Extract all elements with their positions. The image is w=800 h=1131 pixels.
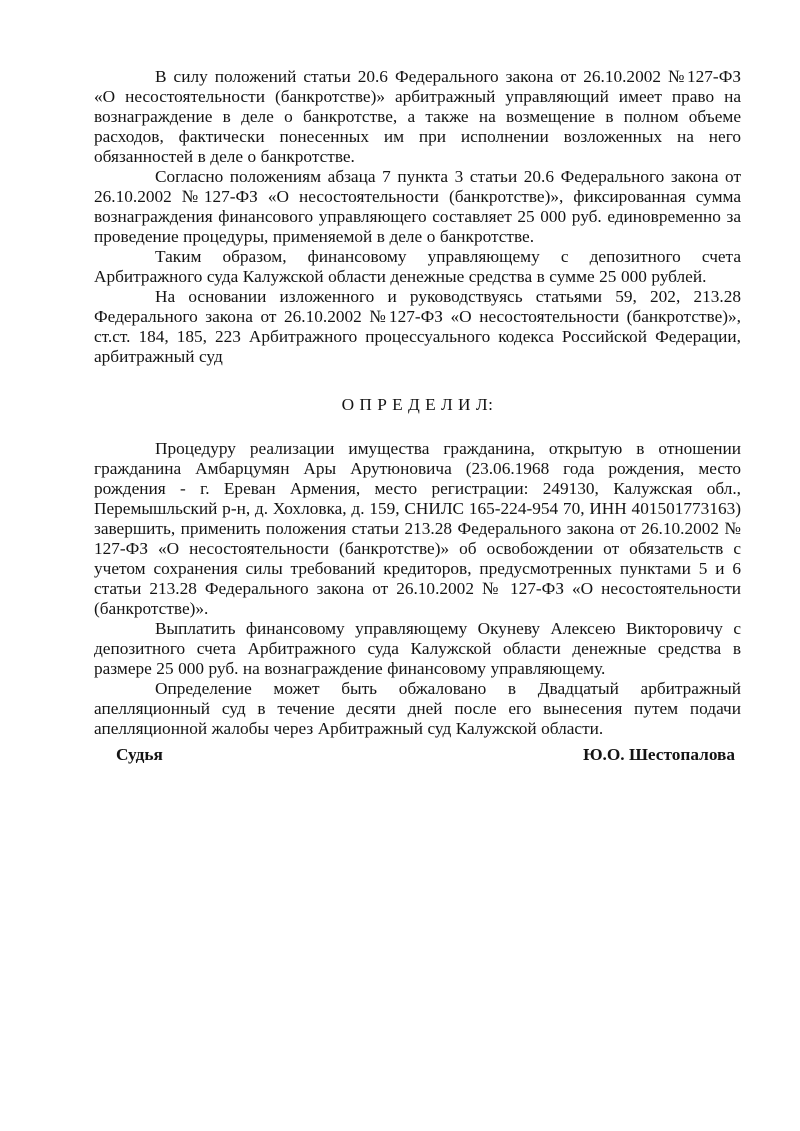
signature-row <box>94 745 741 765</box>
paragraph-deposit-funds: Таким образом, финансовому управляющему с депозитного счета Арбитражного суда Калужской области денежные средства в сумме 25 000 рублей. <box>94 247 741 286</box>
paragraph-fixed-fee-amount: Согласно положениям абзаца 7 пункта 3 статьи 20.6 Федерального закона от 26.10.2002 №127-ФЗ «О несостоятельности (банкротстве)», фиксированная сумма вознаграждения финансового управляющего составляет 25 000 руб. единовременно за проведение процедуры, применяемой в деле о банкротстве. <box>94 167 741 246</box>
paragraph-ruling-payment: Выплатить финансовому управляющему Окуневу Алексею Викторовичу с депозитного счета Арбитражного суда Калужской области денежные средства в размере 25 000 руб. на вознаграждение финансовому управляющему. <box>94 619 741 678</box>
judge-name: Ю.О. Шестопалова <box>583 745 735 764</box>
judge-role-label: Судья <box>116 745 163 764</box>
ruling-heading: О П Р Е Д Е Л И Л: <box>341 395 494 414</box>
paragraph-legal-grounds: На основании изложенного и руководствуясь статьями 59, 202, 213.28 Федерального закона от 26.10.2002 №127-ФЗ «О несостоятельности (банкротстве)», ст.ст. 184, 185, 223 Арбитражного процессуального кодекса Российской Федерации, арбитражный суд <box>94 287 741 366</box>
paragraph-ruling-completion: Процедуру реализации имущества гражданина, открытую в отношении гражданина Амбарцумян Ары Арутюновича (23.06.1968 года рождения, место рождения - г. Ереван Армения, место регистрации: 249130, Калужская обл., Перемышльский р-н, д. Хохловка, д. 159, СНИЛС 165-224-954 70, ИНН 401501773163) завершить, применить положения статьи 213.28 Федерального закона от 26.10.2002 № 127-ФЗ «О несостоятельности (банкротстве)» об освобождении от обязательств с учетом сохранения силы требований кредиторов, предусмотренных пунктами 5 и 6 статьи 213.28 Федерального закона от 26.10.2002 № 127-ФЗ «О несостоятельности (банкротстве)». <box>94 439 741 618</box>
paragraph-ruling-appeal: Определение может быть обжаловано в Двадцатый арбитражный апелляционный суд в течение десяти дней после его вынесения путем подачи апелляционной жалобы через Арбитражный суд Калужской области. <box>94 679 741 738</box>
paragraph-law-basis-fee-right: В силу положений статьи 20.6 Федерального закона от 26.10.2002 №127-ФЗ «О несостоятельности (банкротстве)» арбитражный управляющий имеет право на вознаграждение в деле о банкротстве, а также на возмещение в полном объеме расходов, фактически понесенных им при исполнении возложенных на него обязанностей в деле о банкротстве. <box>94 67 741 166</box>
